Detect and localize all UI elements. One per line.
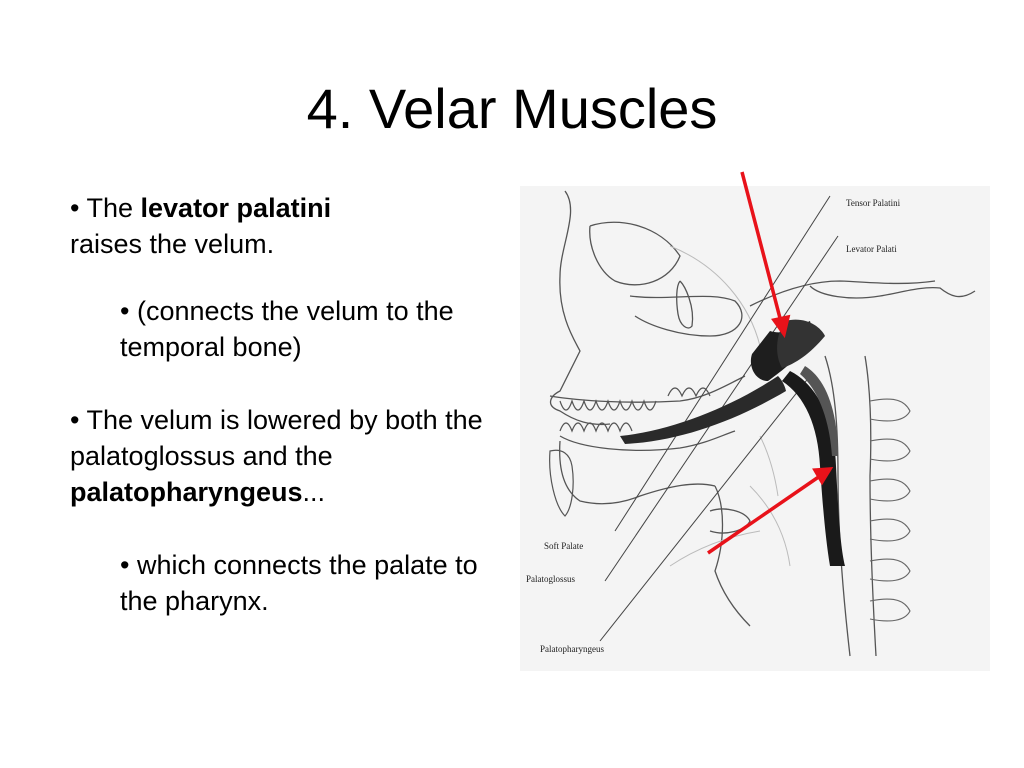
bullet-marker: • — [70, 405, 80, 435]
bullet-text-suffix: raises the velum. — [70, 229, 275, 259]
label-palatopharyngeus: Palatopharyngeus — [540, 644, 604, 654]
bullet-text-suffix: ... — [302, 477, 326, 507]
bullet-text-prefix: The velum is lowered by both the palatoglossus and the — [70, 405, 483, 471]
bullet-bold-term: palatopharyngeus — [70, 477, 303, 507]
bullet-marker: • — [70, 193, 80, 223]
label-palatoglossus: Palatoglossus — [526, 574, 576, 584]
arrow-palatopharyngeus-head — [815, 469, 830, 482]
slide-title: 4. Velar Muscles — [306, 77, 718, 140]
arrow-levator-head — [774, 317, 788, 334]
label-tensor-palatini: Tensor Palatini — [846, 198, 901, 208]
bullet-marker: • — [120, 296, 130, 326]
bullet-text: which connects the palate to the pharynx. — [120, 550, 478, 616]
label-soft-palate: Soft Palate — [544, 541, 584, 551]
bullet-marker: • — [120, 550, 130, 580]
bullet-text: (connects the velum to the temporal bone) — [120, 296, 454, 362]
arrow-palatopharyngeus-line — [708, 476, 820, 553]
label-levator-palati: Levator Palati — [846, 244, 897, 254]
bullet-bold-term: levator palatini — [140, 193, 332, 223]
arrow-group — [708, 172, 830, 553]
bullet-text-prefix: The — [86, 193, 133, 223]
arrow-levator-line — [742, 172, 781, 322]
